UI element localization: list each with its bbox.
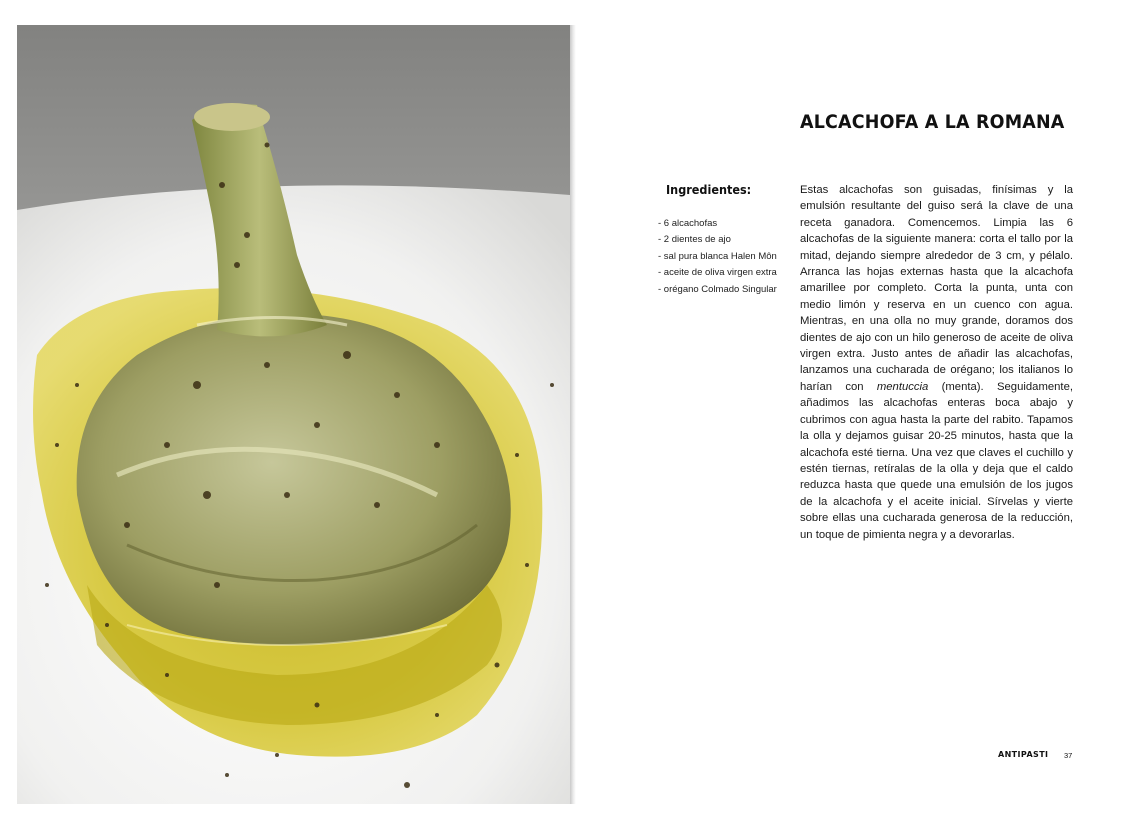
ingredients-heading: Ingredientes: [666,182,752,197]
ingredient-item: - orégano Colmado Singular [658,283,777,295]
instructions-italic-term: mentuccia [876,380,929,393]
ingredient-item: - 2 dientes de ajo [658,234,731,246]
artichoke-photo [17,25,570,804]
artichoke-illustration [17,25,570,804]
page-gutter [570,25,576,804]
ingredient-item: - 6 alcachofas [658,218,718,229]
page-number: 37 [1064,751,1073,760]
instructions-text-part: (menta). Seguidamente, añadimos las alcachofas enteras boca abajo y cubrimos con agua hasta la parte del rabito. Tapamos la olla y dejamos guisar 20-25 minutos, hasta que la alcachofa esté tierna. Una vez que claves el cuchillo y estén tiernas, retíralas de la olla y deja que el caldo reduzca hasta que quede una emulsión de los jugos de la alcachofa y el aceite inicial. Sírvelas y vierte sobre ellas una cucharada generosa de la reducción, un toque de pimienta negra y a devorarlas. [800,380,1073,541]
ingredients-list [658,216,777,298]
instructions-text-part: Estas alcachofas son guisadas, finísimas y la emulsión resultante del guiso será la clave de una receta ganadora. Comencemos. Limpia las 6 alcachofas de la siguiente manera: corta el tallo por la mitad, dejando siempre alrededor de 3 cm, y pélalo. Arranca las hojas externas hasta que la alcachofa amarillee por completo. Corta la punta, unta con medio limón y reserva en un cuenco con agua. Mientras, en una olla no muy grande, doramos dos dientes de ajo con un hilo generoso de aceite de oliva virgen extra. Justo antes de añadir las alcachofas, lanzamos una cucharada de orégano; los italianos lo harían con [800,184,1073,393]
recipe-instructions [800,182,1073,543]
section-name: ANTIPASTI [998,750,1049,759]
recipe-title: ALCACHOFA A LA ROMANA [800,111,1065,133]
ingredient-item: - sal pura blanca Halen Môn [658,250,777,262]
ingredient-item: - aceite de oliva virgen extra [658,267,777,279]
